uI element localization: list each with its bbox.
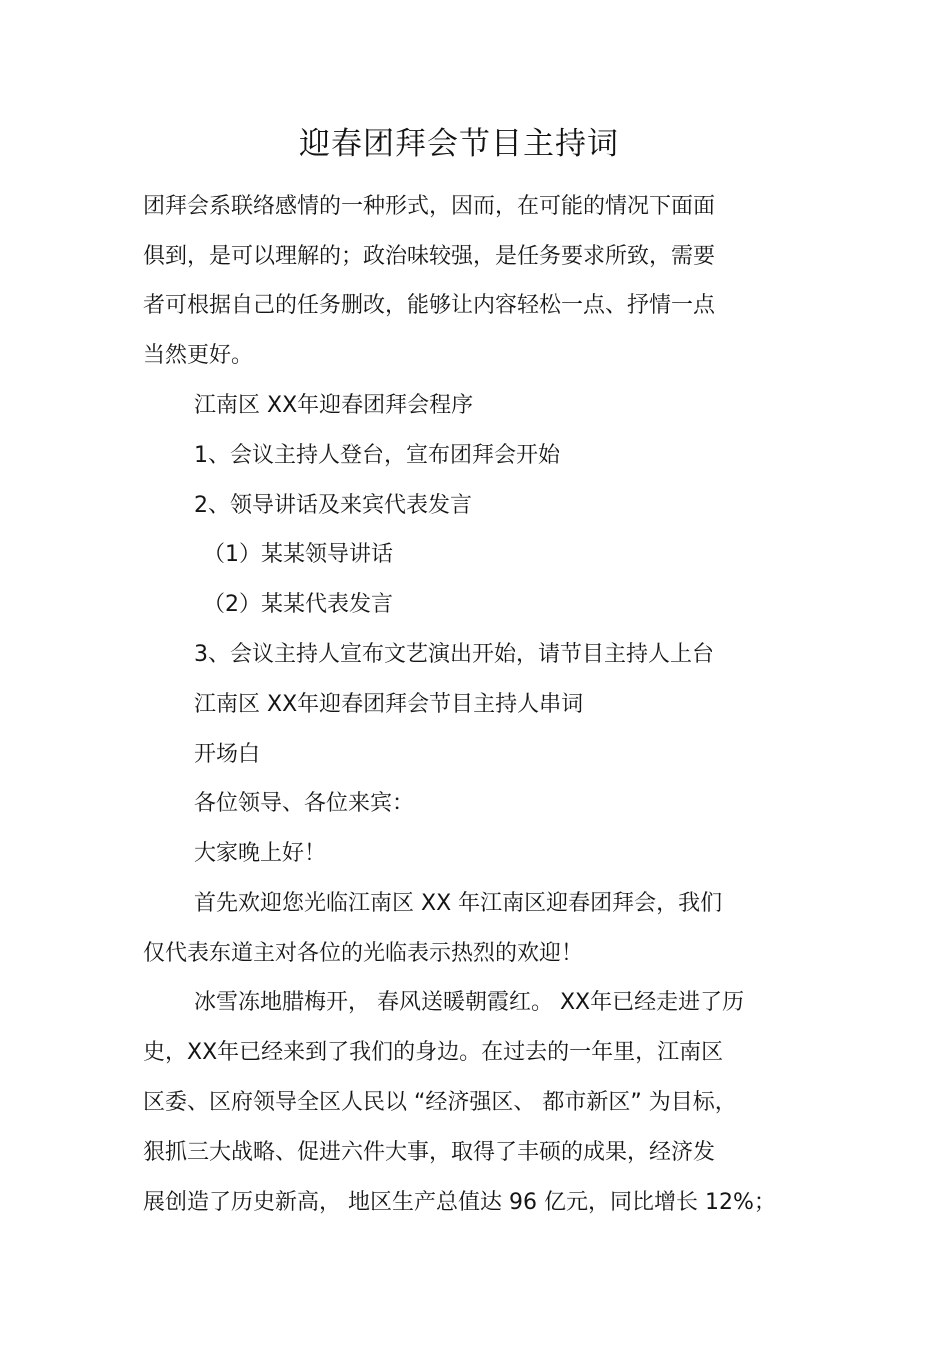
- body-line: 各位领导、各位来宾：: [194, 791, 415, 816]
- body-line: 史，XX年已经来到了我们的身边。在过去的一年里，江南区: [143, 1040, 724, 1065]
- body-line: 者可根据自己的任务删改，能够让内容轻松一点、抒情一点: [143, 293, 716, 318]
- body-line: 仅代表东道主对各位的光临表示热烈的欢迎！: [143, 941, 584, 966]
- section-label: 开场白: [194, 742, 261, 767]
- body-line: 冰雪冻地腊梅开， 春风送暖朝霞红。 XX年已经走进了历: [194, 990, 745, 1015]
- body-line: 首先欢迎您光临江南区 XX 年江南区迎春团拜会，我们: [194, 891, 723, 916]
- program-item: 1、会议主持人登台，宣布团拜会开始: [194, 443, 560, 468]
- program-item: 2、领导讲话及来宾代表发言: [194, 493, 472, 518]
- program-item: 3、会议主持人宣布文艺演出开始，请节目主持人上台: [194, 642, 714, 667]
- body-line: 大家晚上好！: [194, 841, 327, 866]
- script-heading: 江南区 XX年迎春团拜会节目主持人串词: [194, 692, 584, 717]
- program-subitem: （1）某某领导讲话: [203, 542, 393, 567]
- program-subitem: （2）某某代表发言: [203, 592, 393, 617]
- body-line: 俱到，是可以理解的；政治味较强，是任务要求所致，需要: [143, 244, 716, 269]
- body-line: 团拜会系联络感情的一种形式，因而，在可能的情况下面面: [143, 194, 716, 219]
- body-line: 狠抓三大战略、促进六件大事，取得了丰硕的成果，经济发: [143, 1140, 716, 1165]
- program-heading: 江南区 XX年迎春团拜会程序: [194, 393, 474, 418]
- body-line: 区委、区府领导全区人民以 “经济强区、 都市新区” 为目标，: [143, 1090, 737, 1115]
- body-line: 展创造了历史新高， 地区生产总值达 96 亿元，同比增长 12%；: [143, 1190, 776, 1215]
- document-title: 迎春团拜会节目主持词: [299, 126, 619, 162]
- body-line: 当然更好。: [143, 343, 254, 368]
